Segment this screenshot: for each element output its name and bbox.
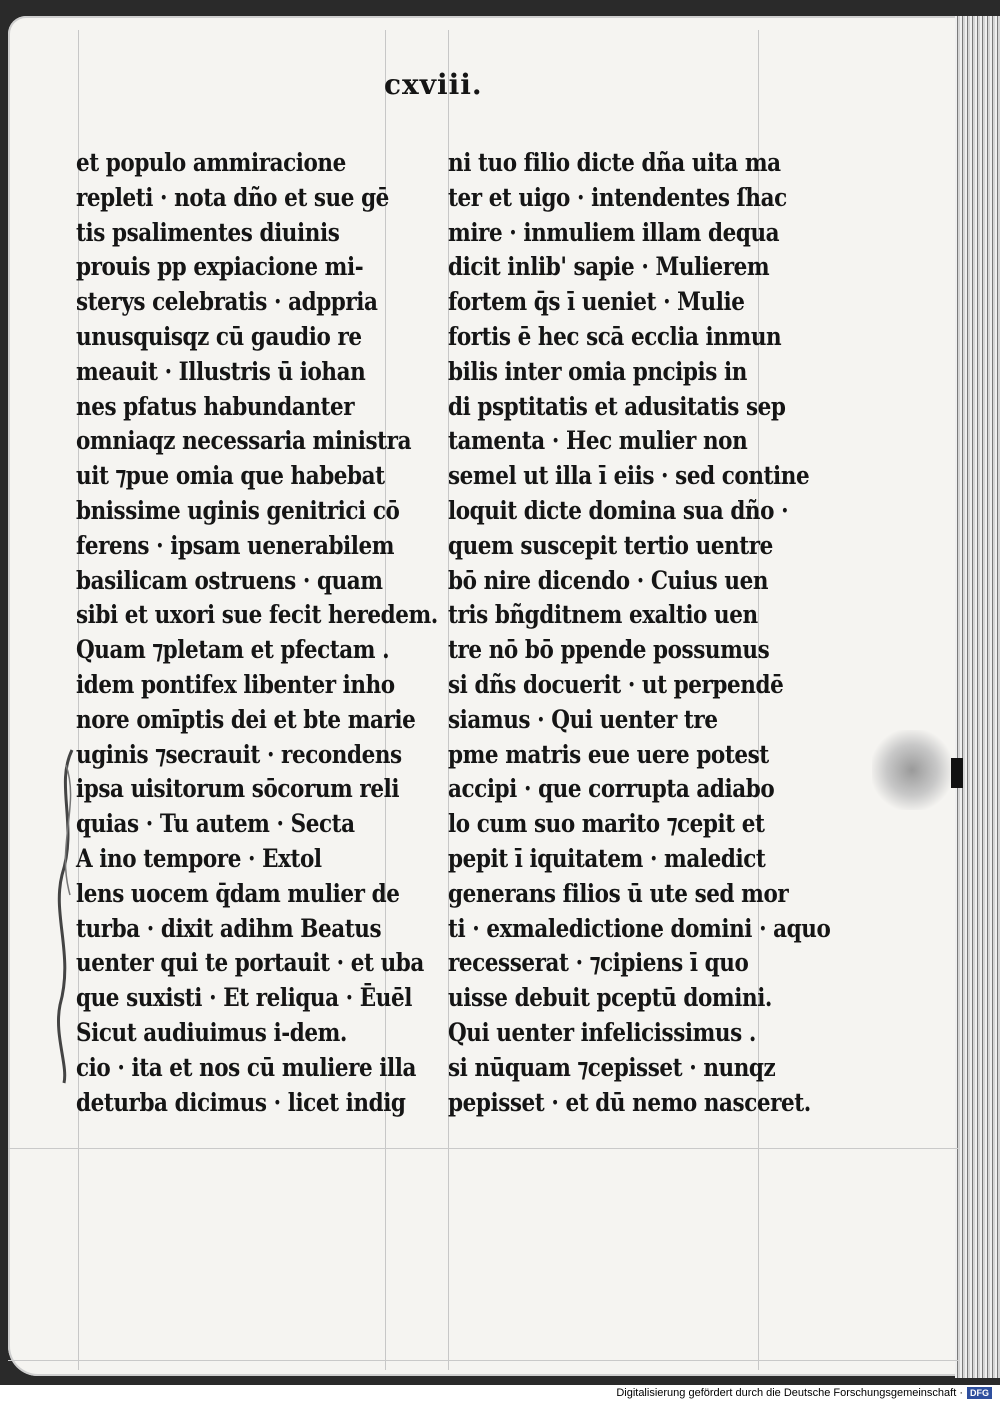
text-line: ipsa uisitorum sōcorum reli — [76, 774, 400, 804]
text-line: pepit ī iquitatem · maledict — [448, 843, 766, 873]
text-line: cio · ita et nos cū muliere illa — [76, 1052, 416, 1082]
text-line: ferens · ipsam uenerabilem — [76, 530, 395, 560]
book-edge — [955, 16, 1000, 1378]
text-line: unusquisqz cū gaudio re — [76, 321, 362, 351]
text-line: repleti · nota dño et sue gē — [76, 182, 389, 212]
ruling-line — [8, 1148, 958, 1149]
text-line: et populo ammiracione — [76, 148, 346, 177]
text-line: deturba dicimus · licet indig — [76, 1087, 406, 1117]
text-line: ti · exmaledictione domini · aquo — [448, 913, 831, 943]
text-line: uginis ⁊secrauit · recondens — [76, 739, 402, 769]
text-line: uit ⁊pue omia que habebat — [76, 461, 385, 491]
text-line: meauit · Illustris ū iohan — [76, 356, 366, 386]
dfg-logo: DFG — [967, 1387, 992, 1399]
text-line: omniaqz necessaria ministra — [76, 426, 412, 456]
text-line: prouis pp expiacione mi- — [76, 252, 364, 282]
text-line: generans filios ū ute sed mor — [448, 878, 789, 908]
text-line: tamenta · Hec mulier non — [448, 426, 748, 456]
footer-text: Digitalisierung gefördert durch die Deutsche Forschungsgemeinschaft · — [616, 1387, 963, 1399]
text-line: mire · inmuliem illam dequa — [448, 217, 780, 247]
text-line: lo cum suo marito ⁊cepit et — [448, 809, 765, 839]
text-line: que suxisti · Et reliqua · Ēuēl — [76, 983, 412, 1013]
text-line: siamus · Qui uenter tre — [448, 704, 718, 734]
text-line: quem suscepit tertio uentre — [448, 530, 773, 560]
text-line: accipi · que corrupta adiabo — [448, 774, 775, 804]
text-line: fortem q̄s ī ueniet · Mulie — [448, 287, 745, 317]
text-line: basilicam ostruens · quam — [76, 565, 383, 595]
text-line: idem pontifex libenter inho — [76, 669, 395, 699]
text-line: quias · Tu autem · Secta — [76, 809, 355, 839]
text-line: bilis inter omia pncipis in — [448, 356, 747, 386]
page-stain — [872, 730, 952, 810]
text-line: pepisset · et dū nemo nasceret. — [448, 1087, 811, 1117]
text-line: Qui uenter infelicissimus . — [448, 1017, 756, 1047]
text-line: loquit dicte domina sua dño · — [448, 495, 789, 525]
text-line: pme matris eue uere potest — [448, 739, 769, 769]
text-line: tris bñgditnem exaltio uen — [448, 600, 758, 630]
book-clasp — [951, 758, 963, 788]
text-line: dicit inlib' sapie · Mulierem — [448, 252, 770, 282]
text-line: Sicut audiuimus i-dem. — [76, 1017, 347, 1047]
text-line: ter et uigo · intendentes ſhac — [448, 182, 787, 212]
text-column-right — [448, 146, 831, 1120]
text-line: sterys celebratis · adppria — [76, 287, 378, 317]
text-line: recesserat · ⁊cipiens ī quo — [448, 948, 749, 978]
ruling-line — [8, 1360, 958, 1361]
text-line: si dñs docuerit · ut perpendē — [448, 669, 784, 699]
text-line: A ino tempore · Extol — [76, 843, 322, 873]
text-line: si nūquam ⁊cepisset · nunqz — [448, 1052, 776, 1082]
text-line: uisse debuit pceptū domini. — [448, 983, 772, 1013]
text-line: tis psalimentes diuinis — [76, 217, 340, 247]
text-line: fortis ē hec scā ecclia inmun — [448, 321, 782, 351]
digitization-footer — [616, 1386, 992, 1400]
text-line: lens uocem q̄dam mulier de — [76, 878, 400, 908]
text-line: ni tuo filio dicte dña uita ma — [448, 148, 781, 177]
text-line: bō nire dicendo · Cuius uen — [448, 565, 769, 595]
text-line: nore omīptis dei et bte marie — [76, 704, 416, 734]
folio-number: cxviii. — [384, 68, 483, 101]
text-line: semel ut illa ī eiis · sed contine — [448, 461, 810, 491]
text-column-left — [76, 146, 438, 1120]
text-line: nes pfatus habundanter — [76, 391, 355, 421]
text-line: di psptitatis et adusitatis sep — [448, 391, 786, 421]
text-line: bnissime uginis genitrici cō — [76, 495, 400, 525]
text-line: uenter qui te portauit · et uba — [76, 948, 424, 978]
text-line: Quam ⁊pletam et pfectam . — [76, 635, 390, 665]
text-line: sibi et uxori sue fecit heredem. — [76, 600, 438, 630]
text-line: turba · dixit adihm Beatus — [76, 913, 382, 943]
text-line: tre nō bō ppende possumus — [448, 635, 770, 665]
